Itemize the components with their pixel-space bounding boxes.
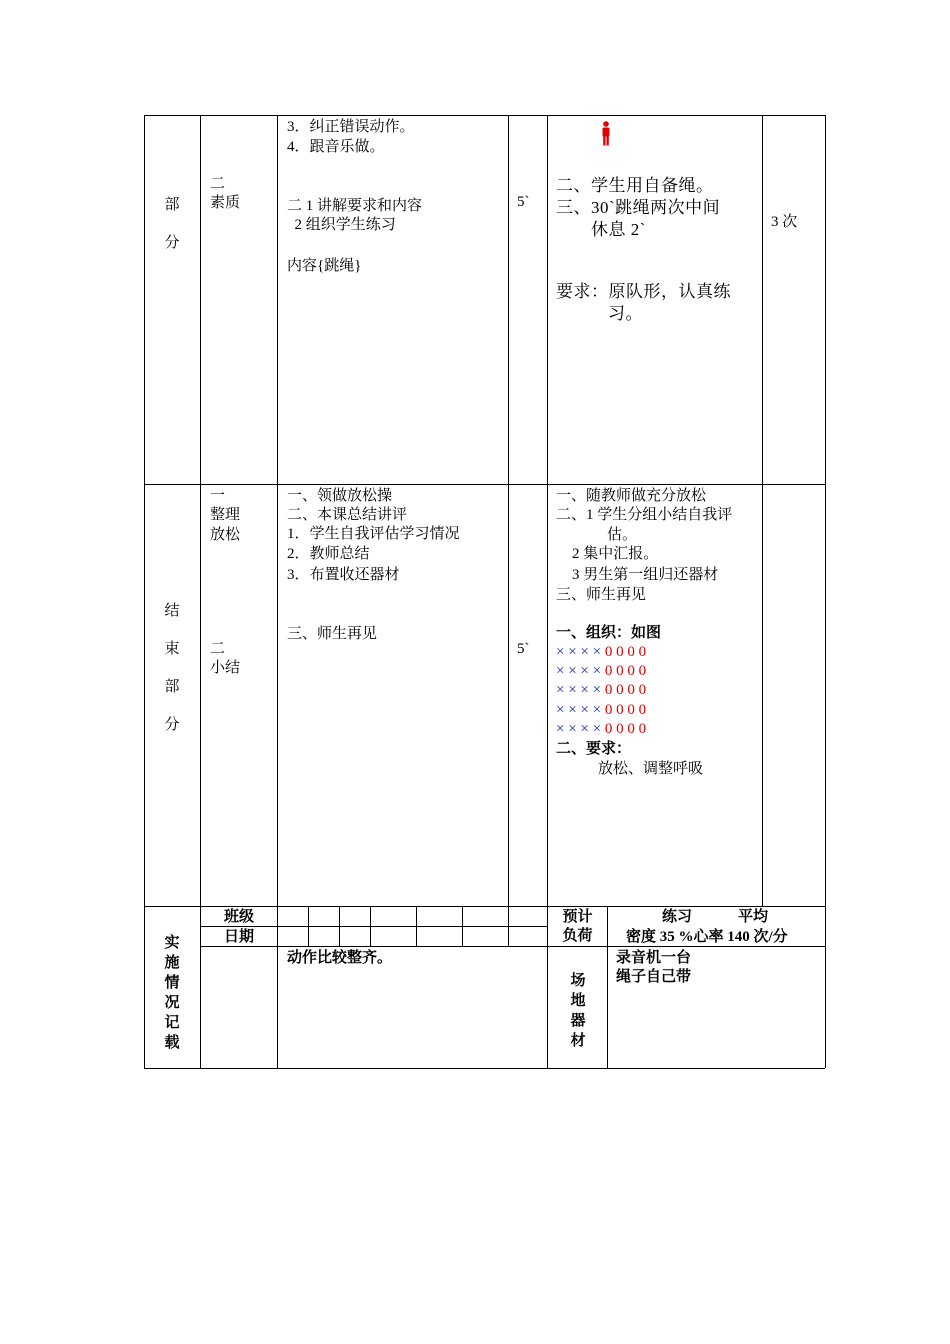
venue-equipment-label: 场 地 器 材 [570, 973, 586, 1049]
part-label-end: 结 束 部 分 [164, 603, 180, 733]
section-number-2: 二 [210, 176, 226, 192]
row1-count: 3 次 [771, 214, 798, 230]
class-label: 班级 [223, 909, 254, 925]
date-label: 日期 [223, 929, 254, 945]
person-icon [600, 121, 612, 147]
formation-row: × × × × 0 0 0 0 [556, 721, 647, 737]
section-name-quality: 素质 [210, 195, 241, 211]
formation-row: × × × × 0 0 0 0 [556, 644, 647, 660]
formation-row: × × × × 0 0 0 0 [556, 663, 647, 679]
requirement-title: 二、要求： [556, 741, 632, 757]
formation-row: × × × × 0 0 0 0 [556, 682, 647, 698]
row2-time: 5` [517, 641, 530, 657]
part-label-main: 部 分 [164, 197, 180, 251]
requirement-text: 放松、调整呼吸 [598, 761, 704, 777]
formation-title: 一、组织：如图 [556, 625, 662, 641]
row1-time: 5` [517, 194, 530, 210]
formation-row: × × × × 0 0 0 0 [556, 702, 647, 718]
comment-text: 动作比较整齐。 [287, 950, 393, 966]
expected-load-label: 预计 负荷 [562, 909, 593, 944]
implementation-label: 实 施 情 况 记 载 [164, 935, 180, 1051]
